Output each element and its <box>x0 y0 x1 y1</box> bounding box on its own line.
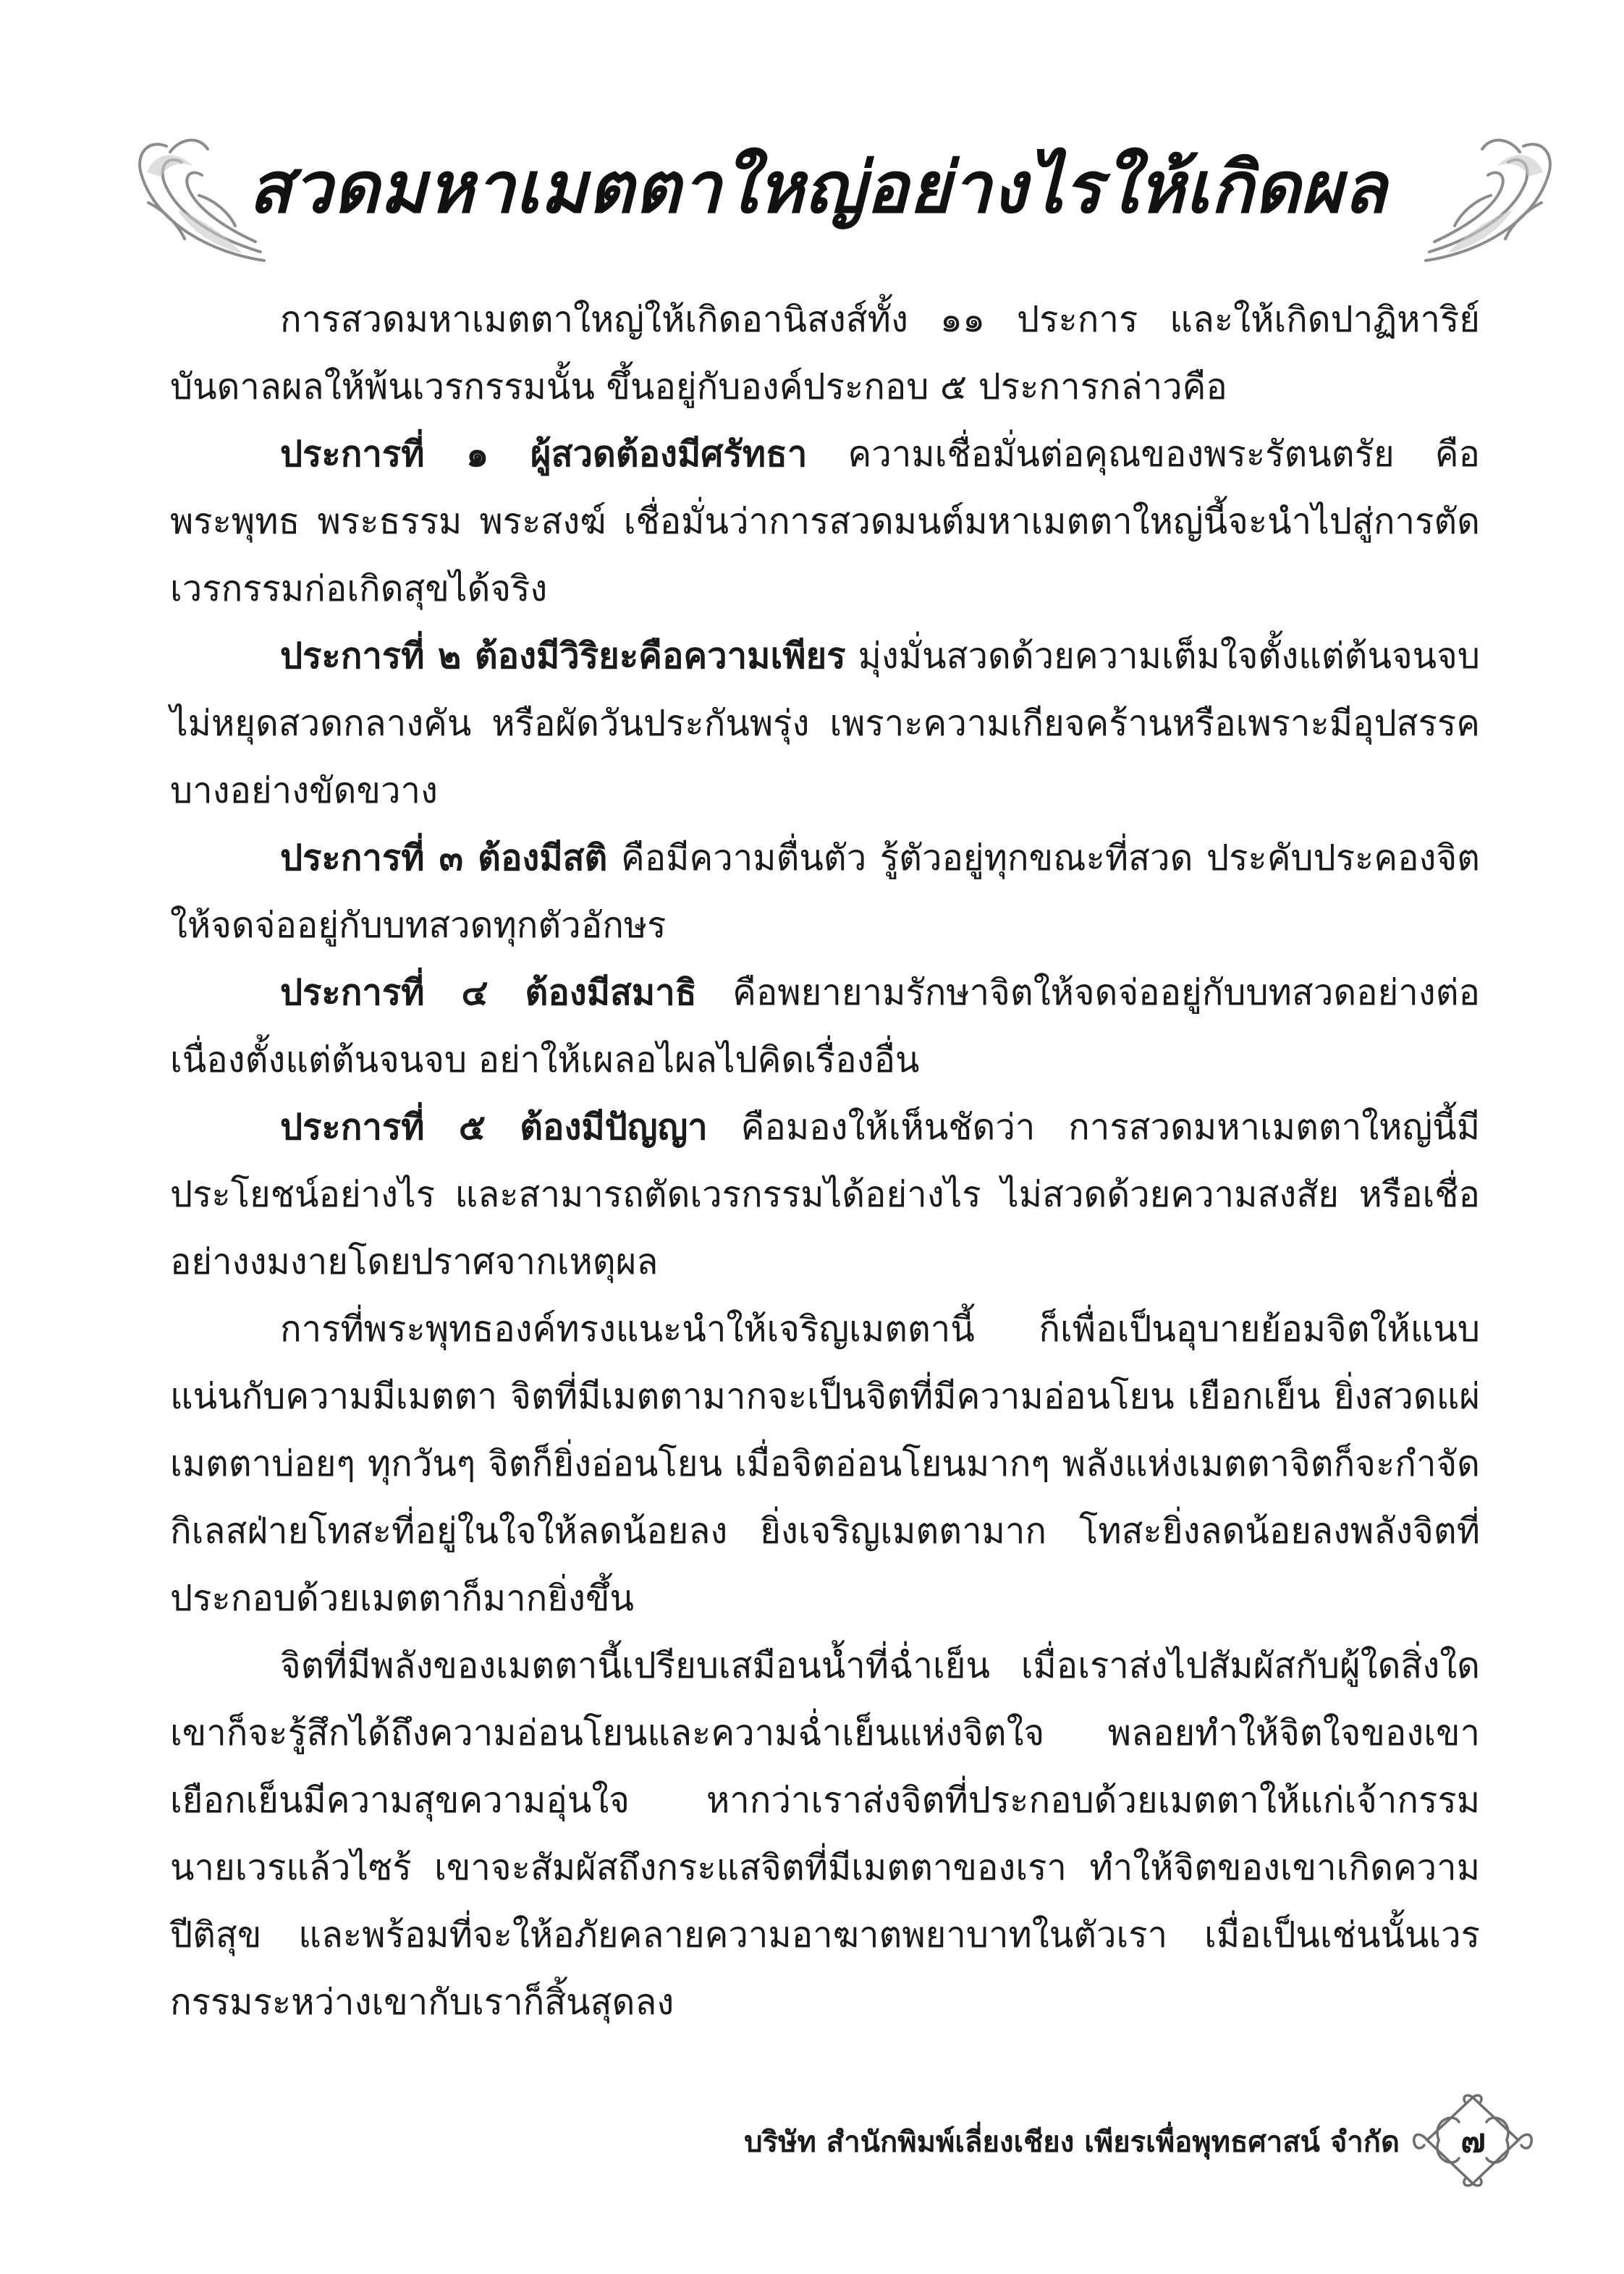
paragraph-text: คือพยายามรักษาจิตให้จดจ่ออยู่กับบทสวดอย่างต่อเนื่องตั้งแต่ต้นจนจบ อย่าให้เผลอไผลไปคิดเรื่องอื่น <box>170 972 1480 1081</box>
page-header <box>0 130 1624 289</box>
paragraph-factor-5 <box>170 1094 1480 1295</box>
paragraph-factor-4 <box>170 959 1480 1094</box>
paragraph-factor-3 <box>170 824 1480 959</box>
paragraph-text: ความเชื่อมั่นต่อคุณของพระรัตนตรัย คือ พระพุทธ พระธรรม พระสงฆ์ เชื่อมั่นว่าการสวดมนต์มหาเมตตาใหญ่นี้จะนำไปสู่การตัดเวรกรรมก่อเกิดสุขได้จริง <box>170 434 1480 609</box>
paragraph-text: คือมองให้เห็นชัดว่า การสวดมหาเมตตาใหญ่นี้มีประโยชน์อย่างไร และสามารถตัดเวรกรรมได้อย่างไร ไม่สวดด้วยความสงสัย หรือเชื่ออย่างงมงายโดยปราศจากเหตุผล <box>170 1107 1480 1282</box>
page-number: ๗ <box>1460 2121 1486 2160</box>
publisher-name: บริษัท สำนักพิมพ์เลี่ยงเชียง เพียรเพื่อพุทธศาสน์ จำกัด <box>744 2126 1400 2159</box>
paragraph-text: คือมีความตื่นตัว รู้ตัวอยู่ทุกขณะที่สวด ประคับประคองจิตให้จดจ่ออยู่กับบทสวดทุกตัวอักษร <box>170 837 1480 946</box>
paragraph-text: จิตที่มีพลังของเมตตานี้เปรียบเสมือนน้ำที่ฉ่ำเย็น เมื่อเราส่งไปสัมผัสกับผู้ใดสิ่งใด เขาก็จะรู้สึกได้ถึงความอ่อนโยนและความฉ่ำเย็นแห่งจิตใจ พลอยทำให้จิตใจของเขาเยือกเย็นมีความสุขความอุ่นใจ หากว่าเราส่งจิตที่ประกอบด้วยเมตตาให้แก่เจ้ากรรมนายเวรแล้วไซร้ เขาจะสัมผัสถึงกระแสจิตที่มีเมตตาของเรา ทำให้จิตของเขาเกิดความปีติสุข และพร้อมที่จะให้อภัยคลายความอาฆาตพยาบาทในตัวเรา เมื่อเป็นเช่นนั้นเวรกรรมระหว่างเขากับเราก็สิ้นสุดลง <box>170 1645 1480 2023</box>
paragraph-text: การสวดมหาเมตตาใหญ่ให้เกิดอานิสงส์ทั้ง ๑๑ ประการ และให้เกิดปาฏิหาริย์บันดาลผลให้พ้นเวรกรรมนั้น ขึ้นอยู่กับองค์ประกอบ ๕ ประการกล่าวคือ <box>170 299 1480 407</box>
paragraph-lead: ประการที่ ๔ ต้องมีสมาธิ <box>280 972 697 1013</box>
paragraph-factor-1 <box>170 420 1480 622</box>
paragraph-metta-power <box>170 1632 1480 2036</box>
paragraph-factor-2 <box>170 622 1480 824</box>
paragraph-lead: ประการที่ ๓ ต้องมีสติ <box>280 837 608 879</box>
paragraph-text: การที่พระพุทธองค์ทรงแนะนำให้เจริญเมตตานี้ ก็เพื่อเป็นอุบายย้อมจิตให้แนบแน่นกับความมีเมตตา จิตที่มีเมตตามากจะเป็นจิตที่มีความอ่อนโยน เยือกเย็น ยิ่งสวดแผ่เมตตาบ่อยๆ ทุกวันๆ จิตก็ยิ่งอ่อนโยน เมื่อจิตอ่อนโยนมากๆ พลังแห่งเมตตาจิตก็จะกำจัดกิเลสฝ่ายโทสะที่อยู่ในใจให้ลดน้อยลง ยิ่งเจริญเมตตามาก โทสะยิ่งลดน้อยลงพลังจิตที่ประกอบด้วยเมตตาก็มากยิ่งขึ้น <box>170 1309 1480 1619</box>
page-number-badge <box>1410 2092 1536 2189</box>
paragraph-metta-purpose <box>170 1295 1480 1632</box>
paragraph-intro <box>170 286 1480 420</box>
paragraph-text: มุ่งมั่นสวดด้วยความเต็มใจตั้งแต่ต้นจนจบ ไม่หยุดสวดกลางคัน หรือผัดวันประกันพรุ่ง เพราะความเกียจคร้านหรือเพราะมีอุปสรรคบางอย่างขัดขวาง <box>170 635 1480 811</box>
body-text <box>170 286 1480 2036</box>
page-footer <box>0 2092 1624 2193</box>
paragraph-lead: ประการที่ ๕ ต้องมีปัญญา <box>280 1107 708 1148</box>
paragraph-lead: ประการที่ ๑ ผู้สวดต้องมีศรัทธา <box>280 434 808 475</box>
paragraph-lead: ประการที่ ๒ ต้องมีวิริยะคือความเพียร <box>280 635 846 677</box>
thai-ornament-right-icon <box>1418 130 1563 268</box>
page-title: สวดมหาเมตตาใหญ่อย่างไรให้เกิดผล <box>248 146 1387 229</box>
